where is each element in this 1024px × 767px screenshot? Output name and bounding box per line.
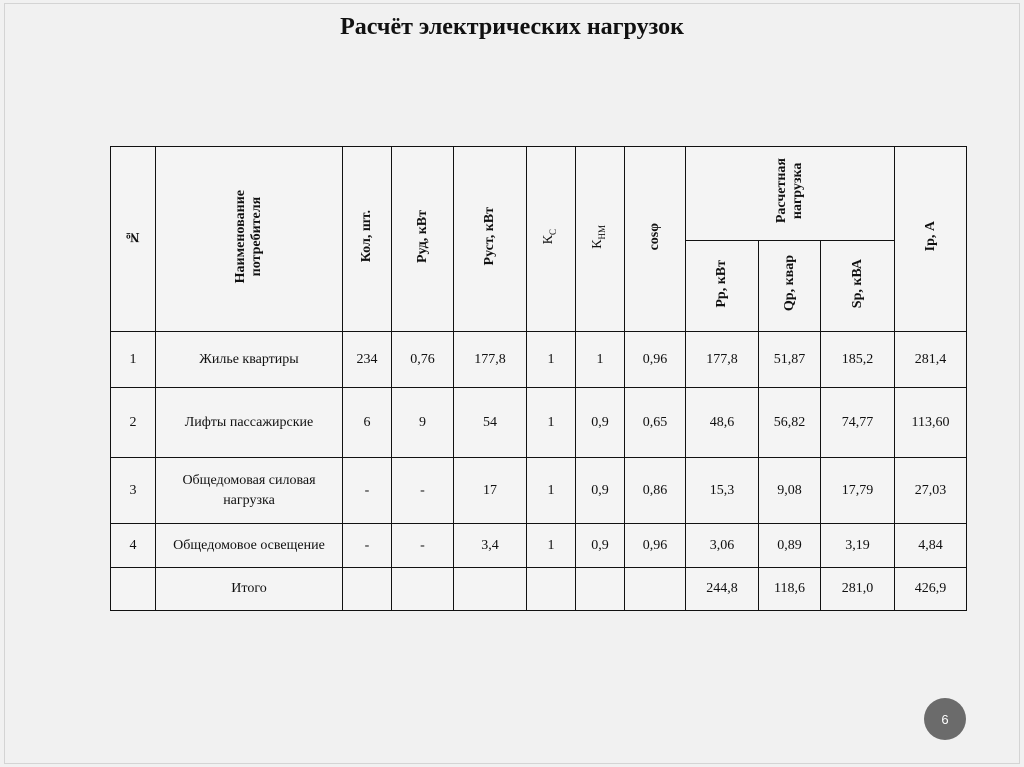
page-number-badge: 6 bbox=[924, 698, 966, 740]
cell-qp: 0,89 bbox=[759, 524, 821, 568]
header-pp: Рр, кВт bbox=[686, 241, 759, 332]
header-row-1 bbox=[111, 147, 967, 241]
cell-knm: 0,9 bbox=[576, 388, 625, 458]
cell-p-inst: 54 bbox=[454, 388, 527, 458]
cell-cos: 0,96 bbox=[625, 332, 686, 388]
cell-sp: 3,19 bbox=[821, 524, 895, 568]
total-row bbox=[111, 568, 967, 611]
header-calc-load: Расчетная нагрузка bbox=[686, 147, 895, 241]
cell-kc: 1 bbox=[527, 388, 576, 458]
cell-name: Жилье квартиры bbox=[156, 332, 343, 388]
table-row bbox=[111, 524, 967, 568]
cell-ip: 27,03 bbox=[895, 458, 967, 524]
cell-num bbox=[111, 568, 156, 611]
cell-name: Общедомовое освещение bbox=[156, 524, 343, 568]
cell-name: Лифты пассажирские bbox=[156, 388, 343, 458]
header-qty: Кол, шт. bbox=[343, 147, 392, 332]
cell-p-inst: 3,4 bbox=[454, 524, 527, 568]
cell-name: Общедомовая силовая нагрузка bbox=[156, 458, 343, 524]
cell-p-unit: - bbox=[392, 458, 454, 524]
header-p-inst: Руст, кВт bbox=[454, 147, 527, 332]
cell-p-unit: - bbox=[392, 524, 454, 568]
cell-pp: 48,6 bbox=[686, 388, 759, 458]
cell-sp: 185,2 bbox=[821, 332, 895, 388]
cell-qty bbox=[343, 568, 392, 611]
cell-total-sp: 281,0 bbox=[821, 568, 895, 611]
cell-ip: 281,4 bbox=[895, 332, 967, 388]
header-num: № bbox=[111, 147, 156, 332]
page-title: Расчёт электрических нагрузок bbox=[340, 14, 684, 40]
cell-sp: 74,77 bbox=[821, 388, 895, 458]
cell-kc: 1 bbox=[527, 458, 576, 524]
cell-knm bbox=[576, 568, 625, 611]
table-row bbox=[111, 388, 967, 458]
cell-qp: 56,82 bbox=[759, 388, 821, 458]
cell-sp: 17,79 bbox=[821, 458, 895, 524]
cell-total-ip: 426,9 bbox=[895, 568, 967, 611]
cell-knm: 0,9 bbox=[576, 524, 625, 568]
cell-p-unit bbox=[392, 568, 454, 611]
cell-qty: 6 bbox=[343, 388, 392, 458]
cell-kc: 1 bbox=[527, 332, 576, 388]
table-row bbox=[111, 332, 967, 388]
cell-p-inst: 177,8 bbox=[454, 332, 527, 388]
header-knm: $К_{НМ}$ bbox=[576, 147, 625, 332]
cell-ip: 4,84 bbox=[895, 524, 967, 568]
header-kc: $К_С$ bbox=[527, 147, 576, 332]
cell-p-inst bbox=[454, 568, 527, 611]
cell-cos: 0,86 bbox=[625, 458, 686, 524]
header-qp: Qр, квар bbox=[759, 241, 821, 332]
header-cos: cosφ bbox=[625, 147, 686, 332]
header-sp: Sр, кВА bbox=[821, 241, 895, 332]
header-p-unit: Руд, кВт bbox=[392, 147, 454, 332]
cell-num: 1 bbox=[111, 332, 156, 388]
cell-kc: 1 bbox=[527, 524, 576, 568]
cell-total-pp: 244,8 bbox=[686, 568, 759, 611]
cell-ip: 113,60 bbox=[895, 388, 967, 458]
cell-p-unit: 9 bbox=[392, 388, 454, 458]
header-ip: Iр, А bbox=[895, 147, 967, 332]
cell-kc bbox=[527, 568, 576, 611]
cell-num: 4 bbox=[111, 524, 156, 568]
cell-pp: 15,3 bbox=[686, 458, 759, 524]
cell-cos: 0,96 bbox=[625, 524, 686, 568]
cell-qp: 9,08 bbox=[759, 458, 821, 524]
cell-knm: 1 bbox=[576, 332, 625, 388]
header-name: Наименование потребителя bbox=[156, 147, 343, 332]
cell-total-label: Итого bbox=[156, 568, 343, 611]
cell-num: 3 bbox=[111, 458, 156, 524]
cell-qty: - bbox=[343, 458, 392, 524]
loads-table bbox=[110, 146, 967, 611]
cell-total-qp: 118,6 bbox=[759, 568, 821, 611]
cell-num: 2 bbox=[111, 388, 156, 458]
cell-qp: 51,87 bbox=[759, 332, 821, 388]
cell-qty: - bbox=[343, 524, 392, 568]
cell-p-unit: 0,76 bbox=[392, 332, 454, 388]
cell-pp: 3,06 bbox=[686, 524, 759, 568]
table-row bbox=[111, 458, 967, 524]
cell-pp: 177,8 bbox=[686, 332, 759, 388]
cell-cos: 0,65 bbox=[625, 388, 686, 458]
cell-p-inst: 17 bbox=[454, 458, 527, 524]
cell-cos bbox=[625, 568, 686, 611]
cell-knm: 0,9 bbox=[576, 458, 625, 524]
cell-qty: 234 bbox=[343, 332, 392, 388]
